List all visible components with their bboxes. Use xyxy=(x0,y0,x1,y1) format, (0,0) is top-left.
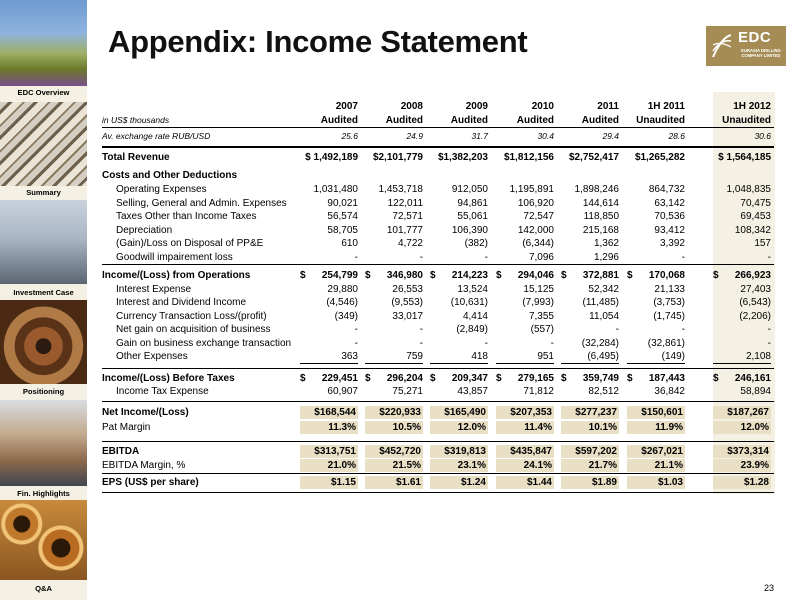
table-cell: Audited xyxy=(385,115,423,126)
table-cell: 215,168 xyxy=(582,225,619,236)
table-cell: $ 359,749 xyxy=(561,373,619,384)
table-cell: Audited xyxy=(516,115,554,126)
table-rule xyxy=(102,368,774,369)
offshore-rig-photo xyxy=(0,200,87,284)
table-cell: - xyxy=(419,324,423,335)
table-cell: $ 246,161 xyxy=(713,373,771,384)
table-cell: (349) xyxy=(334,311,358,322)
nav-label: Summary xyxy=(26,188,61,197)
table-cell: 2011 xyxy=(597,101,619,112)
table-cell: (32,284) xyxy=(581,338,619,349)
table-cell: (6,543) xyxy=(739,297,771,308)
table-cell: 25.6 xyxy=(341,131,358,141)
nav-label: Positioning xyxy=(22,387,65,396)
row-label: Interest and Dividend Income xyxy=(116,297,247,308)
table-cell: 90,021 xyxy=(327,198,358,209)
table-cell: (2,206) xyxy=(739,311,771,322)
table-cell: $168,544 xyxy=(300,406,358,419)
table-cell: 28.6 xyxy=(668,131,685,141)
table-cell: Audited xyxy=(320,115,358,126)
table-cell: 55,061 xyxy=(457,211,488,222)
table-cell: 118,850 xyxy=(583,211,619,222)
table-cell: 610 xyxy=(341,238,358,249)
table-cell: $207,353 xyxy=(496,406,554,419)
table-cell: - xyxy=(419,338,423,349)
table-cell: (149) xyxy=(627,350,685,364)
row-label: EBITDA Margin, % xyxy=(102,460,186,471)
table-cell: $ 266,923 xyxy=(713,270,771,281)
table-cell: 10.1% xyxy=(561,421,619,434)
table-cell: $1.44 xyxy=(496,476,554,489)
table-cell: 11.9% xyxy=(627,421,685,434)
row-label: Net Income/(Loss) xyxy=(102,407,189,418)
table-cell: 10.5% xyxy=(365,421,423,434)
table-cell: 122,011 xyxy=(387,198,423,209)
table-cell: - xyxy=(767,338,771,349)
row-label: EPS (US$ per share) xyxy=(102,477,199,488)
table-cell: 1,296 xyxy=(561,251,619,265)
table-cell: 2,108 xyxy=(713,350,771,364)
table-cell: 52,342 xyxy=(588,284,619,295)
table-cell: 2009 xyxy=(465,101,488,112)
logo-text: EURASIA DRILLING COMPANY LIMITED xyxy=(741,48,781,58)
table-cell: 70,475 xyxy=(740,198,771,209)
table-row xyxy=(102,323,774,336)
row-label: Income/(Loss) Before Taxes xyxy=(102,373,235,384)
table-cell: Audited xyxy=(450,115,488,126)
table-rule xyxy=(102,401,774,402)
nav-label: EDC Overview xyxy=(17,88,70,97)
nav-label: Q&A xyxy=(35,584,52,593)
sidebar-nav xyxy=(0,0,87,600)
table-cell: 58,894 xyxy=(740,386,771,397)
table-cell: (9,553) xyxy=(391,297,423,308)
table-cell: $ 1,564,185 xyxy=(718,152,771,163)
row-label: Goodwill impairement loss xyxy=(116,252,233,263)
table-cell: $ 346,980 xyxy=(365,270,423,281)
table-cell: 951 xyxy=(496,350,554,364)
row-label: Pat Margin xyxy=(102,422,151,433)
table-cell: - xyxy=(484,338,488,349)
table-row xyxy=(102,310,774,323)
table-cell: $165,490 xyxy=(430,406,488,419)
table-cell: 70,536 xyxy=(654,211,685,222)
oil-rig-photo xyxy=(0,0,87,86)
table-row xyxy=(102,296,774,309)
table-cell: $220,933 xyxy=(365,406,423,419)
table-cell: $ 296,204 xyxy=(365,373,423,384)
table-cell: 36,842 xyxy=(654,386,685,397)
table-cell: 1,195,891 xyxy=(509,184,554,195)
table-cell: $ 214,223 xyxy=(430,270,488,281)
table-row xyxy=(102,421,774,434)
row-label: Depreciation xyxy=(116,225,173,236)
row-label: Costs and Other Deductions xyxy=(102,170,238,181)
table-cell: $ 294,046 xyxy=(496,270,554,281)
table-cell: 63,142 xyxy=(654,198,685,209)
row-label: EBITDA xyxy=(102,446,140,457)
table-cell: - xyxy=(430,251,488,265)
table-cell: - xyxy=(300,251,358,265)
table-cell: $ 170,068 xyxy=(627,270,685,281)
table-row xyxy=(102,151,774,164)
pipe-ends-photo xyxy=(0,500,87,580)
table-cell: $277,237 xyxy=(561,406,619,419)
table-cell: $373,314 xyxy=(713,445,771,458)
table-cell: 864,732 xyxy=(648,184,685,195)
table-cell: - xyxy=(713,251,771,265)
table-cell: 30.6 xyxy=(754,131,771,141)
table-cell: $ 279,165 xyxy=(496,373,554,384)
page-number: 23 xyxy=(764,583,775,593)
table-cell: (7,993) xyxy=(522,297,554,308)
table-cell: (6,344) xyxy=(522,238,554,249)
table-row xyxy=(102,372,774,385)
table-rule xyxy=(102,264,774,265)
table-cell: 12.0% xyxy=(713,421,771,434)
company-logo xyxy=(706,26,786,66)
table-cell: 2008 xyxy=(400,101,423,112)
table-row xyxy=(102,237,774,250)
row-label: (Gain)/Loss on Disposal of PP&E xyxy=(116,238,264,249)
row-label: Income Tax Expense xyxy=(116,386,209,397)
table-row xyxy=(102,459,774,472)
table-cell: (3,753) xyxy=(653,297,685,308)
table-cell: 4,722 xyxy=(397,238,423,249)
table-row xyxy=(102,197,774,210)
table-row xyxy=(102,210,774,223)
table-cell: 43,857 xyxy=(457,386,488,397)
table-cell: $313,751 xyxy=(300,445,358,458)
table-cell: 1,048,835 xyxy=(726,184,771,195)
table-cell: 72,547 xyxy=(523,211,554,222)
table-cell: 24.1% xyxy=(496,459,554,472)
table-row xyxy=(102,476,774,489)
table-cell: (557) xyxy=(530,324,554,335)
table-cell: 29,880 xyxy=(327,284,358,295)
table-row xyxy=(102,269,774,282)
table-cell: 4,414 xyxy=(462,311,488,322)
table-cell: 1,362 xyxy=(593,238,619,249)
table-cell: (6,495) xyxy=(561,350,619,364)
row-label: Total Revenue xyxy=(102,152,170,163)
table-cell: $1,382,203 xyxy=(437,152,488,163)
table-cell: - xyxy=(767,324,771,335)
table-cell: 93,412 xyxy=(654,225,685,236)
table-cell: 1H 2012 xyxy=(733,101,771,112)
row-label: Net gain on acquisition of business xyxy=(116,324,271,335)
table-cell: 56,574 xyxy=(327,211,358,222)
table-cell: 1,031,480 xyxy=(313,184,358,195)
table-cell: (11,485) xyxy=(582,297,619,308)
row-label: Income/(Loss) from Operations xyxy=(102,270,251,281)
table-row xyxy=(102,251,774,264)
table-cell: $452,720 xyxy=(365,445,423,458)
table-cell: 21.7% xyxy=(561,459,619,472)
table-cell: 13,524 xyxy=(457,284,488,295)
table-row xyxy=(102,350,774,363)
table-cell: 7,096 xyxy=(496,251,554,265)
row-label: Gain on business exchange transaction xyxy=(116,338,292,349)
table-cell: $2,101,779 xyxy=(372,152,423,163)
table-cell: 33,017 xyxy=(392,311,423,322)
table-cell: $ 372,881 xyxy=(561,270,619,281)
table-cell: 142,000 xyxy=(517,225,554,236)
table-row xyxy=(102,406,774,419)
table-row xyxy=(102,224,774,237)
units-label: in US$ thousands xyxy=(102,115,170,125)
table-cell: 15,125 xyxy=(523,284,554,295)
table-cell: $1,265,282 xyxy=(634,152,685,163)
table-row xyxy=(102,337,774,350)
table-cell: $ 209,347 xyxy=(430,373,488,384)
table-cell: 11.3% xyxy=(300,421,358,434)
header-row-status xyxy=(102,114,774,127)
table-cell: Unaudited xyxy=(636,115,685,126)
row-label: Interest Expense xyxy=(116,284,192,295)
table-cell: $ 254,799 xyxy=(300,270,358,281)
table-cell: 21.1% xyxy=(627,459,685,472)
table-cell: 94,861 xyxy=(457,198,488,209)
table-cell: - xyxy=(365,251,423,265)
table-cell: (4,546) xyxy=(326,297,358,308)
table-cell: 21,133 xyxy=(654,284,685,295)
table-cell: $ 229,451 xyxy=(300,373,358,384)
table-cell: 106,920 xyxy=(517,198,554,209)
table-cell: $1.89 xyxy=(561,476,619,489)
table-cell: $2,752,417 xyxy=(568,152,619,163)
table-cell: - xyxy=(681,324,685,335)
table-cell: 108,342 xyxy=(734,225,771,236)
table-cell: 144,614 xyxy=(582,198,619,209)
table-row xyxy=(102,385,774,398)
table-cell: 69,453 xyxy=(740,211,771,222)
table-cell: 72,571 xyxy=(392,211,423,222)
table-cell: 2007 xyxy=(335,101,358,112)
table-cell: $597,202 xyxy=(561,445,619,458)
table-cell: $ 1,492,189 xyxy=(305,152,358,163)
drill-pipes-photo xyxy=(0,102,87,186)
table-cell: 26,553 xyxy=(392,284,423,295)
table-cell: (32,861) xyxy=(647,338,685,349)
table-cell: $435,847 xyxy=(496,445,554,458)
table-cell: 7,355 xyxy=(528,311,554,322)
page-title: Appendix: Income Statement xyxy=(108,24,528,59)
table-cell: 60,907 xyxy=(327,386,358,397)
table-cell: - xyxy=(354,324,358,335)
table-cell: (1,745) xyxy=(653,311,685,322)
table-cell: Audited xyxy=(581,115,619,126)
table-cell: 82,512 xyxy=(588,386,619,397)
table-cell: Unaudited xyxy=(722,115,771,126)
table-cell: - xyxy=(615,324,619,335)
row-label: Currency Transaction Loss/(profit) xyxy=(116,311,267,322)
table-cell: 1,453,718 xyxy=(378,184,423,195)
table-cell: 157 xyxy=(754,238,771,249)
table-row xyxy=(102,445,774,458)
table-row xyxy=(102,169,774,182)
table-cell: - xyxy=(354,338,358,349)
table-cell: 31.7 xyxy=(471,131,488,141)
table-cell: (382) xyxy=(464,238,488,249)
table-cell: $1.03 xyxy=(627,476,685,489)
table-cell: $187,267 xyxy=(713,406,771,419)
table-cell: - xyxy=(627,251,685,265)
header-row-years xyxy=(102,100,774,113)
row-label: Selling, General and Admin. Expenses xyxy=(116,198,287,209)
table-cell: 759 xyxy=(365,350,423,364)
table-cell: 27,403 xyxy=(740,284,771,295)
table-cell: $319,813 xyxy=(430,445,488,458)
table-cell: $150,601 xyxy=(627,406,685,419)
table-row xyxy=(102,283,774,296)
table-cell: - xyxy=(550,338,554,349)
row-label: Other Expenses xyxy=(116,351,188,362)
table-rule xyxy=(102,441,774,442)
table-cell: $1.24 xyxy=(430,476,488,489)
table-cell: 21.0% xyxy=(300,459,358,472)
table-cell: 75,271 xyxy=(392,386,423,397)
row-label: Operating Expenses xyxy=(116,184,207,195)
table-cell: $1.28 xyxy=(713,476,771,489)
nav-label: Investment Case xyxy=(13,288,74,297)
table-cell: (2,849) xyxy=(456,324,488,335)
table-rule xyxy=(102,492,774,493)
table-cell: $1,812,156 xyxy=(503,152,554,163)
table-cell: 1,898,246 xyxy=(574,184,619,195)
drill-bit-photo xyxy=(0,300,87,384)
table-cell: 30.4 xyxy=(537,131,554,141)
table-cell: 363 xyxy=(300,350,358,364)
table-cell: 23.9% xyxy=(713,459,771,472)
table-cell: 58,705 xyxy=(327,225,358,236)
edc-logo-icon xyxy=(711,33,733,59)
table-cell: $1.15 xyxy=(300,476,358,489)
table-cell: 2010 xyxy=(531,101,554,112)
table-cell: 1H 2011 xyxy=(647,101,685,112)
nav-label: Fin. Highlights xyxy=(17,489,70,498)
table-cell: 24.9 xyxy=(406,131,423,141)
worker-photo xyxy=(0,400,87,486)
table-cell: $1.61 xyxy=(365,476,423,489)
table-cell: 12.0% xyxy=(430,421,488,434)
logo-abbr: EDC xyxy=(738,29,772,46)
table-cell: 418 xyxy=(430,350,488,364)
table-cell: (10,631) xyxy=(450,297,488,308)
table-row xyxy=(102,183,774,196)
table-cell: 21.5% xyxy=(365,459,423,472)
fx-label: Av. exchange rate RUB/USD xyxy=(102,131,211,141)
table-cell: 3,392 xyxy=(659,238,685,249)
table-cell: 11.4% xyxy=(496,421,554,434)
fx-rate-row xyxy=(102,130,774,143)
table-cell: 11,054 xyxy=(589,311,619,322)
table-cell: 29.4 xyxy=(602,131,619,141)
table-rule xyxy=(102,127,774,128)
table-cell: $ 187,443 xyxy=(627,373,685,384)
table-cell: 912,050 xyxy=(451,184,488,195)
table-cell: $267,021 xyxy=(627,445,685,458)
table-cell: 106,390 xyxy=(451,225,488,236)
table-rule xyxy=(102,473,774,474)
table-cell: 71,812 xyxy=(523,386,554,397)
table-rule xyxy=(102,146,774,148)
table-cell: 101,777 xyxy=(386,225,423,236)
table-cell: 23.1% xyxy=(430,459,488,472)
row-label: Taxes Other than Income Taxes xyxy=(116,211,257,222)
